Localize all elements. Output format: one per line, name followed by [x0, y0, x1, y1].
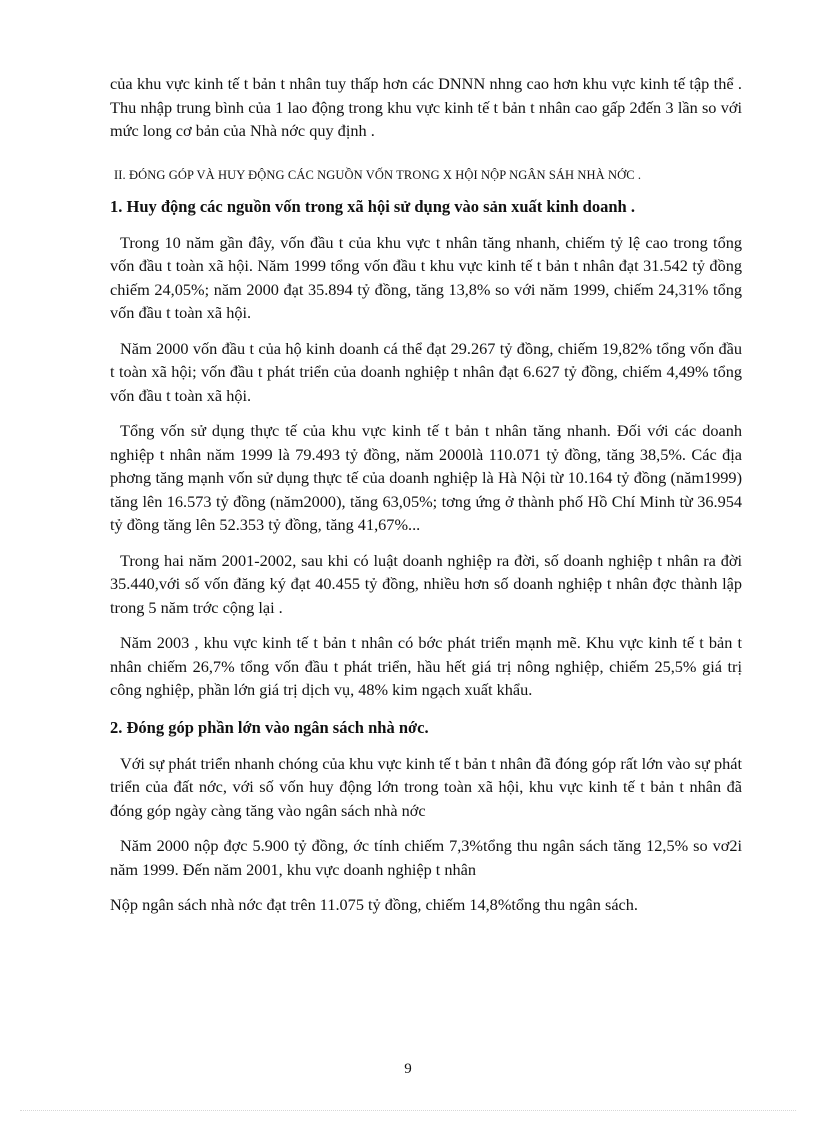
budget-2000-paragraph: Năm 2000 nộp đợc 5.900 tỷ đồng, ớc tính chiếm 7,3%tổng thu ngân sách tăng 12,5% so vơ2i năm 1999. Đến năm 2001, khu vực doanh nghiệp t nhân	[110, 836, 742, 879]
page-bottom-divider	[20, 1110, 796, 1111]
page-number: 9	[404, 1061, 412, 1077]
subsection-1-heading: 1. Huy động các nguồn vốn trong xã hội sử dụng vào sản xuất kinh doanh .	[110, 196, 635, 216]
year-2003-paragraph: Năm 2003 , khu vực kinh tế t bản t nhân có bớc phát triển mạnh mẽ. Khu vực kinh tế t bản t nhân chiếm 26,7% tổng vốn đầu t phát triển, hầu hết giá trị nông nghiệp, chiếm 25,5% giá trị công nghiệp, phần lớn giá trị dịch vụ, 48% kim ngạch xuất khẩu.	[110, 633, 742, 699]
household-investment-paragraph: Năm 2000 vốn đầu t của hộ kinh doanh cá thể đạt 29.267 tỷ đồng, chiếm 19,82% tổng vốn đầu t toàn xã hội; vốn đầu t phát triển của doanh nghiệp t nhân đạt 6.627 tỷ đồng, chiếm 4,49% tổng vốn đầu t toàn xã hội.	[110, 338, 742, 405]
investment-growth-paragraph: Trong 10 năm gần đây, vốn đầu t của khu vực t nhân tăng nhanh, chiếm tỷ lệ cao trong tổng vốn đầu t toàn xã hội. Năm 1999 tổng vốn đầu t khu vực kinh tế t bản t nhân đạt 31.542 tỷ đồng chiếm 24,05%; năm 2000 đạt 35.894 tỷ đồng, tăng 13,8% so với năm 1999, chiếm 24,31% tổng vốn đầu t toàn xã hội.	[110, 232, 742, 322]
subsection-2-heading: 2. Đóng góp phần lớn vào ngân sách nhà nớc.	[110, 717, 429, 737]
document-page	[110, 72, 742, 917]
section-ii-heading: II. ĐÓNG GÓP VÀ HUY ĐỘNG CÁC NGUỒN VỐN TRONG X HỘI NỘP NGÂN SÁH NHÀ NỚC .	[114, 167, 642, 182]
capital-usage-paragraph: Tổng vốn sử dụng thực tế của khu vực kinh tế t bản t nhân tăng nhanh. Đối với các doanh nghiệp t nhân năm 1999 là 79.493 tỷ đồng, năm 2000là 110.071 tỷ đồng, tăng 38,5%. Các địa phơng tăng mạnh vốn sử dụng thực tế của doanh nghiệp là Hà Nội từ 10.164 tỷ đồng (năm1999) tăng lên 16.573 tỷ đồng (năm2000), tăng 63,05%; tơng ứng ở thành phố Hồ Chí Minh từ 36.954 tỷ đồng tăng lên 52.353 tỷ đồng, tăng 41,67%...	[110, 421, 742, 534]
contribution-paragraph: Với sự phát triển nhanh chóng của khu vực kinh tế t bản t nhân đã đóng góp rất lớn vào sự phát triển của đất nớc, với số vốn huy động lớn trong toàn xã hội, khu vực kinh tế t bản t nhân đã đóng góp ngày càng tăng vào ngân sách nhà nớc	[110, 753, 742, 820]
intro-paragraph: của khu vực kinh tế t bản t nhân tuy thấp hơn các DNNN nhng cao hơn khu vực kinh tế tập thể . Thu nhập trung bình của 1 lao động trong khu vực kinh tế t bản t nhân cao gấp 2đến 3 lần so với mức long cơ bản của Nhà nớc quy định .	[110, 74, 742, 140]
enterprise-law-paragraph: Trong hai năm 2001-2002, sau khi có luật doanh nghiệp ra đời, số doanh nghiệp t nhân ra đời 35.440,với số vốn đăng ký đạt 40.455 tỷ đồng, nhiều hơn số doanh nghiệp t nhân đợc thành lập trong 5 năm trớc cộng lại .	[110, 550, 742, 617]
budget-2001-paragraph: Nộp ngân sách nhà nớc đạt trên 11.075 tỷ đồng, chiếm 14,8%tổng thu ngân sách.	[110, 895, 638, 914]
